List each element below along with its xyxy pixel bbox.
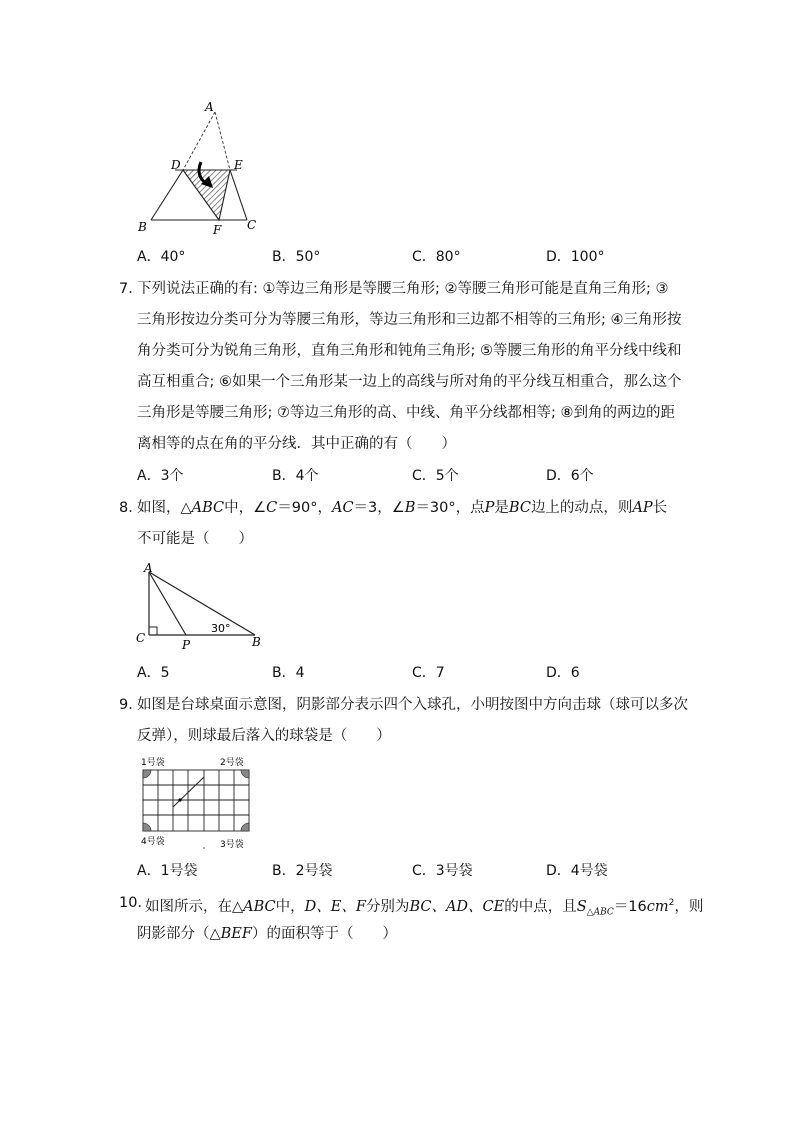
- q6-label-f: F: [213, 223, 222, 237]
- q6-side-ab: [151, 170, 183, 220]
- q8-side-ab: [149, 572, 255, 635]
- q9-ball-path: [173, 777, 204, 807]
- q9-pocket-2-label: 2号袋: [220, 758, 244, 768]
- q6-figure: [135, 98, 265, 238]
- q9-line-1: 如图是台球桌面示意图，阴影部分表示四个入球孔，小明按图中方向击球（球可以多次: [137, 697, 688, 713]
- q7-number: 7．: [119, 281, 143, 297]
- q9-pocket-1-label: 1号袋: [141, 758, 165, 768]
- q8-label-b: B: [252, 635, 261, 649]
- q7-option-a: A．3个: [137, 468, 184, 484]
- q8-c: C: [266, 500, 278, 516]
- q9-line-2: 反弹），则球最后落入的球袋是（ ）: [137, 728, 391, 744]
- q9-pocket-4: [143, 823, 151, 831]
- q8-label-p: P: [182, 638, 191, 652]
- q7-line-1: 下列说法正确的有: ①等边三角形是等腰三角形; ②等腰三角形可能是直角三角形; ③: [137, 281, 669, 297]
- q8-bc: BC: [508, 500, 531, 516]
- q6-label-b: B: [138, 220, 147, 234]
- q6-option-d: D．100°: [546, 249, 605, 265]
- q7-line-6: 离相等的点在角的平分线．其中正确的有（ ）: [137, 436, 456, 452]
- q9-table-grid: [143, 770, 249, 831]
- q8-abc: ABC: [191, 500, 225, 516]
- q6-label-a: A: [205, 100, 214, 114]
- q8-angle-label: 30°: [211, 622, 231, 635]
- q9-pocket-3: [241, 823, 249, 831]
- q10-points: D、E、F: [304, 898, 366, 915]
- q10-text-1: 如图所示，在△: [145, 898, 244, 915]
- q6-dashed-right: [215, 112, 230, 170]
- q10-cm: cm: [646, 898, 669, 915]
- q6-label-e: E: [234, 158, 243, 172]
- q8-option-a: A．5: [137, 665, 170, 681]
- q9-pocket-4-label: 4号袋: [141, 837, 165, 847]
- q10-text-4: 的中点，且: [504, 898, 577, 915]
- q10-s: S: [576, 898, 587, 915]
- q8-right-angle-mark: [149, 627, 157, 635]
- q8-text-7: 边上的动点，则: [530, 500, 633, 516]
- q6-label-c: C: [247, 218, 257, 232]
- q8-text-4: ＝3，∠: [353, 500, 405, 516]
- q10-s-sub: △ABC: [586, 907, 614, 918]
- q8-ap: AP: [632, 500, 653, 516]
- q6-label-d: D: [171, 158, 181, 172]
- q10-number: 10．: [119, 895, 152, 911]
- q8-p: P: [484, 500, 495, 516]
- q10-line-1: [145, 893, 703, 923]
- q10-abc: ABC: [243, 898, 276, 915]
- q8-text-1: 如图，△: [137, 500, 192, 516]
- q7-option-d: D．6个: [546, 468, 594, 484]
- q8-option-b: B．4: [272, 665, 305, 681]
- q9-option-b: B．2号袋: [272, 863, 333, 879]
- q10-text-5: ，则: [674, 898, 704, 915]
- q8-text-2: 中，∠: [224, 500, 267, 516]
- q7-line-2: 三角形按边分类可分为等腰三角形，等边三角形和三边都不相等的三角形; ④三角形按: [137, 312, 682, 328]
- q10-eq: ＝16: [613, 898, 647, 915]
- q10-text-3: 分别为: [365, 898, 410, 915]
- q8-ac: AC: [331, 500, 354, 516]
- q9-ball: [178, 798, 181, 801]
- q8-line-2: 不可能是（ ）: [137, 531, 253, 547]
- q10-line-2: [137, 924, 397, 944]
- q6-side-ac: [230, 170, 247, 220]
- q9-option-a: A．1号袋: [137, 863, 198, 879]
- q6-option-c: C．80°: [412, 249, 461, 265]
- q10-segments: BC、AD、CE: [409, 898, 505, 915]
- q7-option-b: B．4个: [272, 468, 319, 484]
- q8-label-c: C: [136, 631, 146, 645]
- q8-text-5: ＝30°，点: [415, 500, 485, 516]
- q8-text-6: 是: [494, 500, 509, 516]
- q10-line2-b: ）的面积等于（ ）: [251, 926, 397, 942]
- q8-figure: [135, 560, 270, 655]
- q6-dashed-left: [183, 112, 215, 170]
- q8-b: B: [404, 500, 416, 516]
- q6-option-a: A．40°: [137, 249, 186, 265]
- q9-pocket-2: [241, 770, 249, 778]
- q9-number: 9．: [119, 697, 143, 713]
- q8-option-c: C．7: [412, 665, 445, 681]
- q9-pocket-1: [143, 770, 151, 778]
- q8-segment-ap: [149, 572, 186, 635]
- q8-option-d: D．6: [546, 665, 580, 681]
- q8-text-3: ＝90°，: [277, 500, 332, 516]
- q8-line-1: [137, 498, 667, 518]
- q6-option-b: B．50°: [272, 249, 321, 265]
- q8-label-a: A: [144, 561, 153, 575]
- q8-text-8: 长: [652, 500, 668, 516]
- q9-option-d: D．4号袋: [546, 863, 608, 879]
- q10-bef: BEF: [220, 926, 252, 942]
- q9-figure: [138, 755, 258, 855]
- q7-line-3: 角分类可分为锐角三角形，直角三角形和钝角三角形; ⑤等腰三角形的角平分线中线和: [137, 343, 682, 359]
- q6-shaded-triangle: [183, 170, 230, 220]
- q10-text-2: 中，: [275, 898, 305, 915]
- q7-line-5: 三角形是等腰三角形; ⑦等边三角形的高、中线、角平分线都相等; ⑧到角的两边的距: [137, 405, 675, 421]
- q7-option-c: C．5个: [412, 468, 459, 484]
- q9-option-c: C．3号袋: [412, 863, 473, 879]
- q9-dot: [203, 847, 205, 849]
- q9-pocket-3-label: 3号袋: [220, 840, 244, 850]
- q10-line2-a: 阴影部分（△: [137, 926, 221, 942]
- q10-cm-sup: 2: [668, 898, 675, 908]
- q7-line-4: 高互相重合; ⑥如果一个三角形某一边上的高线与所对角的平分线互相重合，那么这个: [137, 374, 682, 390]
- q8-number: 8．: [119, 500, 143, 516]
